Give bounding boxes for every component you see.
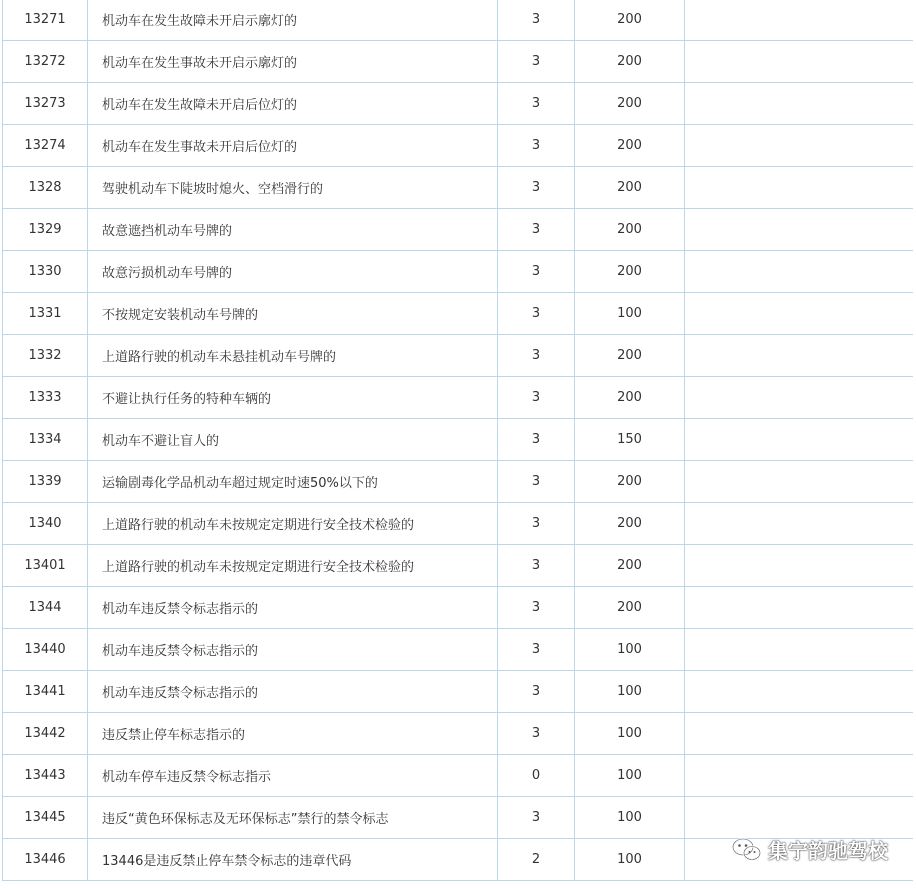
- table-row: [3, 461, 914, 503]
- violation-code-cell: 1331: [3, 293, 88, 335]
- table-row: [3, 587, 914, 629]
- penalty-points-cell: 3: [498, 377, 575, 419]
- violation-code-cell: 13441: [3, 671, 88, 713]
- penalty-points-cell: 2: [498, 839, 575, 881]
- violation-code-cell: 1334: [3, 419, 88, 461]
- table-row: [3, 293, 914, 335]
- penalty-points-cell: 3: [498, 41, 575, 83]
- violation-description-cell: 机动车在发生事故未开启示廓灯的: [88, 41, 498, 83]
- violation-table: [2, 0, 913, 881]
- violation-code-cell: 13440: [3, 629, 88, 671]
- remarks-cell: [685, 335, 914, 377]
- remarks-cell: [685, 419, 914, 461]
- fine-amount-cell: 200: [575, 83, 685, 125]
- fine-amount-cell: 200: [575, 503, 685, 545]
- violation-description-cell: 故意污损机动车号牌的: [88, 251, 498, 293]
- fine-amount-cell: 100: [575, 293, 685, 335]
- penalty-points-cell: 3: [498, 671, 575, 713]
- violation-code-cell: 13274: [3, 125, 88, 167]
- penalty-points-cell: 3: [498, 0, 575, 41]
- penalty-points-cell: 3: [498, 503, 575, 545]
- violation-description-cell: 机动车不避让盲人的: [88, 419, 498, 461]
- violation-description-cell: 运输剧毒化学品机动车超过规定时速50%以下的: [88, 461, 498, 503]
- fine-amount-cell: 200: [575, 167, 685, 209]
- table-row: [3, 713, 914, 755]
- violation-description-cell: 机动车违反禁令标志指示的: [88, 587, 498, 629]
- table-row: [3, 335, 914, 377]
- violation-code-cell: 1340: [3, 503, 88, 545]
- table-row: [3, 167, 914, 209]
- violation-description-cell: 机动车在发生故障未开启后位灯的: [88, 83, 498, 125]
- remarks-cell: [685, 41, 914, 83]
- penalty-points-cell: 3: [498, 419, 575, 461]
- penalty-points-cell: 3: [498, 125, 575, 167]
- fine-amount-cell: 100: [575, 797, 685, 839]
- remarks-cell: [685, 629, 914, 671]
- violation-code-cell: 13445: [3, 797, 88, 839]
- remarks-cell: [685, 167, 914, 209]
- table-row: [3, 0, 914, 41]
- remarks-cell: [685, 251, 914, 293]
- violation-description-cell: 上道路行驶的机动车未悬挂机动车号牌的: [88, 335, 498, 377]
- violation-table-container: [2, 0, 913, 888]
- remarks-cell: [685, 209, 914, 251]
- violation-description-cell: 机动车在发生故障未开启示廓灯的: [88, 0, 498, 41]
- fine-amount-cell: 200: [575, 545, 685, 587]
- violation-description-cell: 13446是违反禁止停车禁令标志的违章代码: [88, 839, 498, 881]
- table-row: [3, 251, 914, 293]
- fine-amount-cell: 100: [575, 713, 685, 755]
- violation-code-cell: 13271: [3, 0, 88, 41]
- penalty-points-cell: 3: [498, 83, 575, 125]
- violation-code-cell: 1329: [3, 209, 88, 251]
- violation-code-cell: 13442: [3, 713, 88, 755]
- fine-amount-cell: 200: [575, 335, 685, 377]
- fine-amount-cell: 200: [575, 209, 685, 251]
- violation-description-cell: 上道路行驶的机动车未按规定定期进行安全技术检验的: [88, 545, 498, 587]
- table-row: [3, 671, 914, 713]
- remarks-cell: [685, 293, 914, 335]
- fine-amount-cell: 150: [575, 419, 685, 461]
- fine-amount-cell: 100: [575, 755, 685, 797]
- violation-code-cell: 1344: [3, 587, 88, 629]
- violation-description-cell: 机动车停车违反禁令标志指示: [88, 755, 498, 797]
- fine-amount-cell: 200: [575, 251, 685, 293]
- violation-table-body: [3, 0, 914, 881]
- table-row: [3, 755, 914, 797]
- fine-amount-cell: 200: [575, 587, 685, 629]
- fine-amount-cell: 200: [575, 41, 685, 83]
- remarks-cell: [685, 503, 914, 545]
- table-row: [3, 125, 914, 167]
- violation-code-cell: 13443: [3, 755, 88, 797]
- remarks-cell: [685, 797, 914, 839]
- remarks-cell: [685, 0, 914, 41]
- penalty-points-cell: 3: [498, 293, 575, 335]
- penalty-points-cell: 3: [498, 167, 575, 209]
- penalty-points-cell: 3: [498, 545, 575, 587]
- table-row: [3, 419, 914, 461]
- penalty-points-cell: 3: [498, 797, 575, 839]
- violation-description-cell: 故意遮挡机动车号牌的: [88, 209, 498, 251]
- violation-description-cell: 机动车违反禁令标志指示的: [88, 629, 498, 671]
- fine-amount-cell: 100: [575, 671, 685, 713]
- remarks-cell: [685, 125, 914, 167]
- violation-code-cell: 13446: [3, 839, 88, 881]
- violation-description-cell: 违反禁止停车标志指示的: [88, 713, 498, 755]
- table-row: [3, 83, 914, 125]
- penalty-points-cell: 3: [498, 587, 575, 629]
- penalty-points-cell: 3: [498, 251, 575, 293]
- remarks-cell: [685, 587, 914, 629]
- violation-description-cell: 机动车在发生事故未开启后位灯的: [88, 125, 498, 167]
- violation-code-cell: 1328: [3, 167, 88, 209]
- fine-amount-cell: 100: [575, 839, 685, 881]
- violation-code-cell: 13401: [3, 545, 88, 587]
- table-row: [3, 209, 914, 251]
- violation-code-cell: 1333: [3, 377, 88, 419]
- penalty-points-cell: 3: [498, 461, 575, 503]
- violation-description-cell: 机动车违反禁令标志指示的: [88, 671, 498, 713]
- wechat-icon: [732, 837, 762, 863]
- penalty-points-cell: 3: [498, 713, 575, 755]
- fine-amount-cell: 200: [575, 0, 685, 41]
- fine-amount-cell: 200: [575, 125, 685, 167]
- violation-code-cell: 1330: [3, 251, 88, 293]
- violation-description-cell: 驾驶机动车下陡坡时熄火、空档滑行的: [88, 167, 498, 209]
- table-row: [3, 629, 914, 671]
- table-row: [3, 545, 914, 587]
- violation-description-cell: 不避让执行任务的特种车辆的: [88, 377, 498, 419]
- watermark: [732, 835, 888, 864]
- violation-description-cell: 违反“黄色环保标志及无环保标志”禁行的禁令标志: [88, 797, 498, 839]
- penalty-points-cell: 3: [498, 209, 575, 251]
- table-row: [3, 797, 914, 839]
- violation-description-cell: 上道路行驶的机动车未按规定定期进行安全技术检验的: [88, 503, 498, 545]
- fine-amount-cell: 200: [575, 461, 685, 503]
- remarks-cell: [685, 545, 914, 587]
- fine-amount-cell: 100: [575, 629, 685, 671]
- violation-code-cell: 13272: [3, 41, 88, 83]
- violation-code-cell: 1332: [3, 335, 88, 377]
- penalty-points-cell: 3: [498, 629, 575, 671]
- remarks-cell: [685, 713, 914, 755]
- fine-amount-cell: 200: [575, 377, 685, 419]
- table-row: [3, 41, 914, 83]
- table-row: [3, 503, 914, 545]
- table-row: [3, 377, 914, 419]
- penalty-points-cell: 3: [498, 335, 575, 377]
- violation-description-cell: 不按规定安装机动车号牌的: [88, 293, 498, 335]
- remarks-cell: [685, 461, 914, 503]
- violation-code-cell: 1339: [3, 461, 88, 503]
- remarks-cell: [685, 83, 914, 125]
- penalty-points-cell: 0: [498, 755, 575, 797]
- remarks-cell: [685, 755, 914, 797]
- remarks-cell: [685, 377, 914, 419]
- remarks-cell: [685, 671, 914, 713]
- watermark-text: 集宁韵驰驾校: [768, 839, 888, 863]
- violation-code-cell: 13273: [3, 83, 88, 125]
